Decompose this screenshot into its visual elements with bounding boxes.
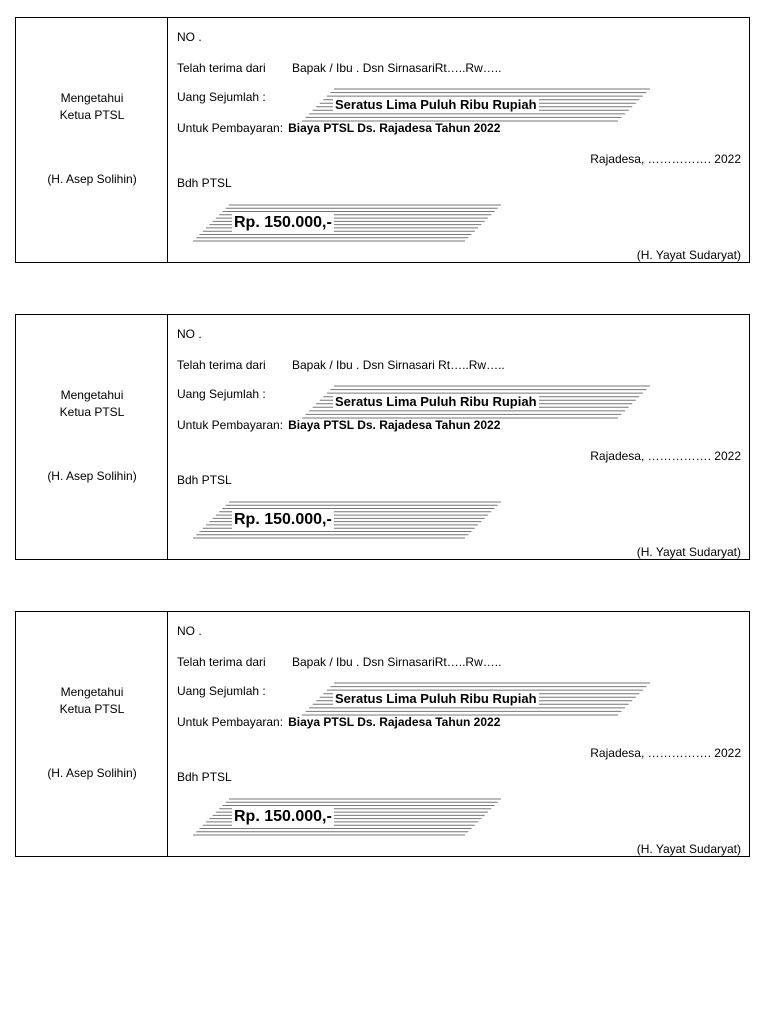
chief-signatory-name: (H. Asep Solihin) [47, 172, 137, 186]
acknowledge-label: Mengetahui [60, 388, 124, 402]
received-from-row [177, 61, 501, 75]
treasurer-signatory-name: (H. Yayat Sudaryat) [636, 545, 741, 559]
amount-figure-box [192, 798, 502, 836]
received-from-value: Bapak / Ibu . Dsn Sirnasari Rt…..Rw….. [292, 358, 505, 372]
amount-words-box [301, 88, 651, 122]
amount-in-words: Seratus Lima Puluh Ribu Rupiah [335, 394, 537, 409]
received-from-row [177, 358, 505, 372]
amount-in-words: Seratus Lima Puluh Ribu Rupiah [335, 97, 537, 112]
purpose-value: Biaya PTSL Ds. Rajadesa Tahun 2022 [288, 715, 501, 729]
amount-row [177, 684, 266, 698]
receipt-number [177, 624, 202, 638]
receipt-number [177, 30, 202, 44]
chief-title: Ketua PTSL [59, 702, 125, 716]
received-from-label: Telah terima dari [177, 655, 266, 669]
received-from-row [177, 655, 501, 669]
purpose-row [177, 418, 500, 432]
received-from-label: Telah terima dari [177, 358, 266, 372]
receipt-details [168, 612, 749, 856]
treasurer-label: Bdh PTSL [177, 176, 232, 190]
acknowledge-label: Mengetahui [60, 91, 124, 105]
amount-words-box [301, 385, 651, 419]
treasurer-label: Bdh PTSL [177, 473, 232, 487]
purpose-value: Biaya PTSL Ds. Rajadesa Tahun 2022 [288, 418, 501, 432]
amount-figure-box [192, 501, 502, 539]
purpose-label: Untuk Pembayaran: [177, 121, 284, 135]
acknowledge-label: Mengetahui [60, 685, 124, 699]
amount-row [177, 90, 266, 104]
date-line: Rajadesa, ……………. 2022 [590, 152, 741, 166]
date-line: Rajadesa, ……………. 2022 [590, 449, 741, 463]
amount-figure-box [192, 204, 502, 242]
treasurer-label: Bdh PTSL [177, 770, 232, 784]
receipt-number-label: NO . [177, 30, 202, 44]
acknowledgement-block [16, 90, 168, 124]
amount-in-figures: Rp. 150.000,- [234, 214, 332, 231]
receipt-number [177, 327, 202, 341]
acknowledgement-panel [16, 18, 168, 262]
purpose-row [177, 715, 500, 729]
received-from-value: Bapak / Ibu . Dsn SirnasariRt…..Rw….. [292, 655, 502, 669]
chief-signatory-name: (H. Asep Solihin) [47, 766, 137, 780]
chief-title: Ketua PTSL [59, 108, 125, 122]
amount-in-words: Seratus Lima Puluh Ribu Rupiah [335, 691, 537, 706]
amount-words-box [301, 682, 651, 716]
acknowledgement-block [16, 387, 168, 421]
amount-label: Uang Sejumlah : [177, 684, 266, 698]
amount-in-figures: Rp. 150.000,- [234, 808, 332, 825]
received-from-label: Telah terima dari [177, 61, 266, 75]
amount-label: Uang Sejumlah : [177, 387, 266, 401]
chief-signatory-name: (H. Asep Solihin) [47, 469, 137, 483]
receipt-number-label: NO . [177, 624, 202, 638]
receipt-details [168, 18, 749, 262]
purpose-value: Biaya PTSL Ds. Rajadesa Tahun 2022 [288, 121, 501, 135]
receipt-details [168, 315, 749, 559]
purpose-row [177, 121, 500, 135]
receipt [15, 314, 750, 560]
treasurer-signatory-name: (H. Yayat Sudaryat) [636, 248, 741, 262]
amount-row [177, 387, 266, 401]
date-line: Rajadesa, ……………. 2022 [590, 746, 741, 760]
receipt [15, 611, 750, 857]
receipt-number-label: NO . [177, 327, 202, 341]
purpose-label: Untuk Pembayaran: [177, 715, 284, 729]
acknowledgement-block [16, 684, 168, 718]
acknowledgement-panel [16, 612, 168, 856]
acknowledgement-panel [16, 315, 168, 559]
chief-title: Ketua PTSL [59, 405, 125, 419]
purpose-label: Untuk Pembayaran: [177, 418, 284, 432]
amount-in-figures: Rp. 150.000,- [234, 511, 332, 528]
receipt [15, 17, 750, 263]
amount-label: Uang Sejumlah : [177, 90, 266, 104]
received-from-value: Bapak / Ibu . Dsn SirnasariRt…..Rw….. [292, 61, 502, 75]
treasurer-signatory-name: (H. Yayat Sudaryat) [636, 842, 741, 856]
